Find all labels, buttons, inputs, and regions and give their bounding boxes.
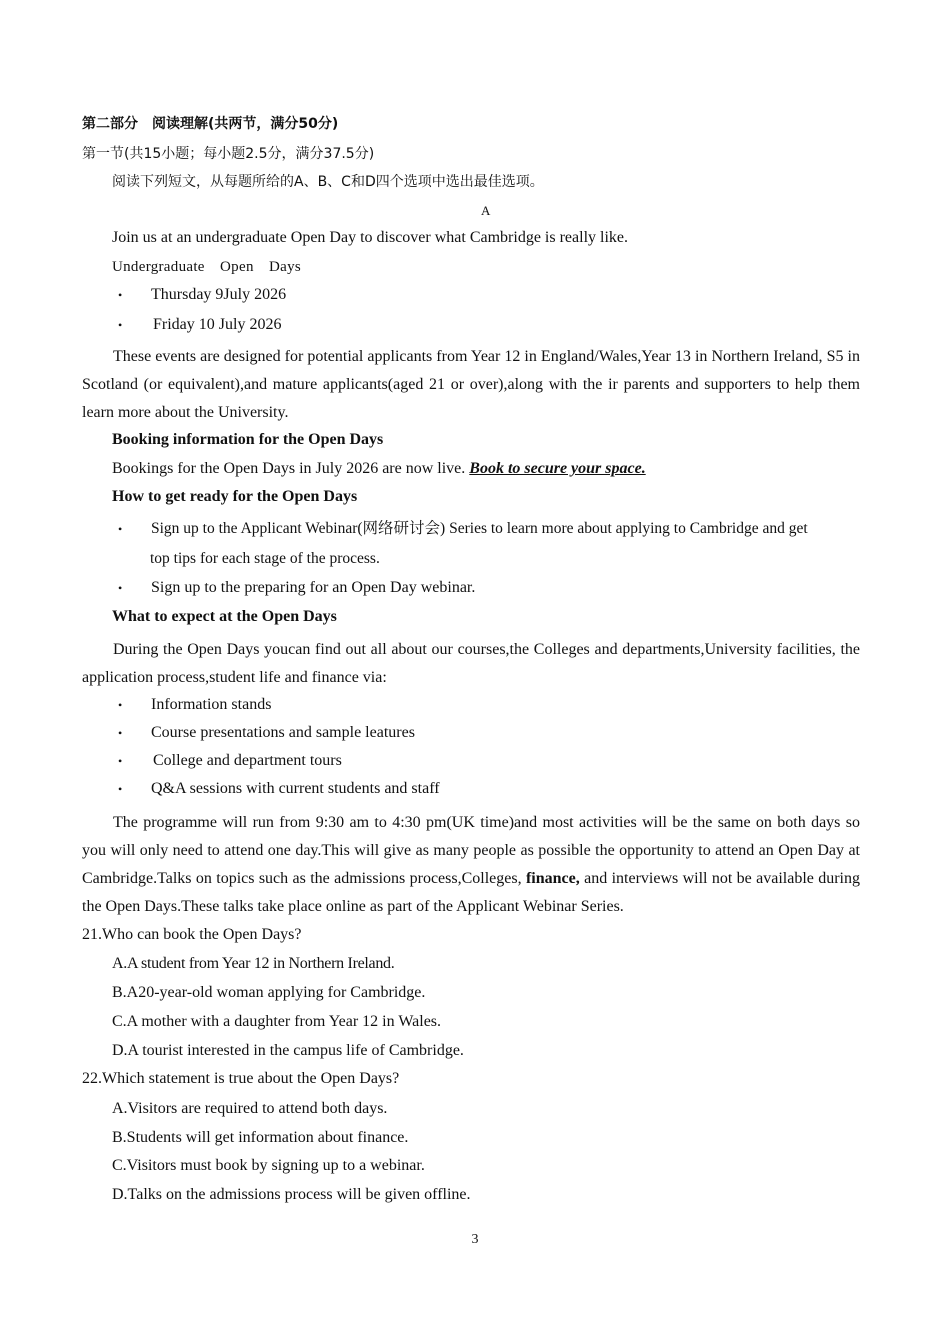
programme-paragraph xyxy=(82,809,860,921)
events-text: These events are designed for potential applicants from Year 12 in England/Wales,Year 13 in Northern Ireland, S5 in Scotland (or equivalent),and mature applicants(aged 21 or over),along with the ir parents and supporters to help them learn more about the University. xyxy=(82,348,860,421)
question-stem: 22.Which statement is true about the Open Days? xyxy=(82,1070,400,1087)
page-number: 3 xyxy=(471,1232,479,1247)
question-option[interactable]: D.A tourist interested in the campus life of Cambridge. xyxy=(112,1042,464,1059)
expect-item: College and department tours xyxy=(153,752,342,769)
ready-item: Sign up to the Applicant Webinar(网络研讨会) Series to learn more about applying to Cambridge and get xyxy=(151,520,808,537)
bullet: • xyxy=(118,754,123,768)
bullet: • xyxy=(118,581,123,595)
ready-item: Sign up to the preparing for an Open Day webinar. xyxy=(151,579,476,596)
ready-heading: How to get ready for the Open Days xyxy=(112,488,358,505)
expect-item: Information stands xyxy=(151,696,272,713)
bullet: • xyxy=(118,288,123,302)
section-title: 第一节(共15小题；每小题2.5分，满分37.5分) xyxy=(82,146,375,162)
programme-text xyxy=(82,809,860,921)
subheading: Undergraduate Open Days xyxy=(112,259,302,275)
expect-paragraph xyxy=(82,636,860,692)
part-title: 第二部分 阅读理解(共两节，满分50分) xyxy=(82,116,339,132)
programme-text-part: and interviews will not be available during the Open Days.These talks take place online as part of the Applicant Webinar Series. xyxy=(82,870,861,915)
booking-text: Bookings for the Open Days in July 2026 are now live. xyxy=(112,460,466,477)
passage-intro: Join us at an undergraduate Open Day to discover what Cambridge is really like. xyxy=(112,229,629,246)
bullet: • xyxy=(118,726,123,740)
programme-bold-word: finance, xyxy=(525,870,580,887)
passage-letter: A xyxy=(481,203,491,218)
question-option[interactable]: B.A20-year-old woman applying for Cambridge. xyxy=(112,984,426,1001)
bullet: • xyxy=(118,318,123,332)
question-option[interactable]: D.Talks on the admissions process will be given offline. xyxy=(112,1186,471,1203)
booking-link[interactable]: Book to secure your space. xyxy=(469,460,646,477)
question-option[interactable]: B.Students will get information about finance. xyxy=(112,1129,409,1146)
booking-heading: Booking information for the Open Days xyxy=(112,431,384,448)
question-option[interactable]: C.A mother with a daughter from Year 12 in Wales. xyxy=(112,1013,442,1030)
date-item: Friday 10 July 2026 xyxy=(153,316,282,333)
question-option[interactable]: A.Visitors are required to attend both days. xyxy=(112,1100,388,1117)
date-item: Thursday 9July 2026 xyxy=(151,286,287,303)
events-paragraph xyxy=(82,343,860,427)
expect-heading: What to expect at the Open Days xyxy=(112,608,337,625)
bullet: • xyxy=(118,698,123,712)
expect-item: Course presentations and sample leatures xyxy=(151,724,415,741)
bullet: • xyxy=(118,522,123,536)
question-option[interactable]: A.A student from Year 12 in Northern Ireland. xyxy=(112,955,395,972)
instruction: 阅读下列短文，从每题所给的A、B、C和D四个选项中选出最佳选项。 xyxy=(112,174,544,190)
expect-text: During the Open Days youcan find out all about our courses,the Colleges and departments,University facilities, the application process,student life and finance via: xyxy=(82,641,860,686)
expect-item: Q&A sessions with current students and staff xyxy=(151,780,440,797)
booking-line xyxy=(112,458,646,480)
question-stem: 21.Who can book the Open Days? xyxy=(82,926,302,943)
question-option[interactable]: C.Visitors must book by signing up to a webinar. xyxy=(112,1157,425,1174)
bullet: • xyxy=(118,782,123,796)
ready-item-continued: top tips for each stage of the process. xyxy=(150,550,380,567)
programme-text-part: The programme will run from 9:30 am to 4:30 pm(UK time)and most activities will be the same on both days so you will only need to attend one day.This will give as many people as possible the opportunity to attend an Open Day at Cambridge.Talks on topics such as the admissions process,Colleges, xyxy=(82,814,860,887)
